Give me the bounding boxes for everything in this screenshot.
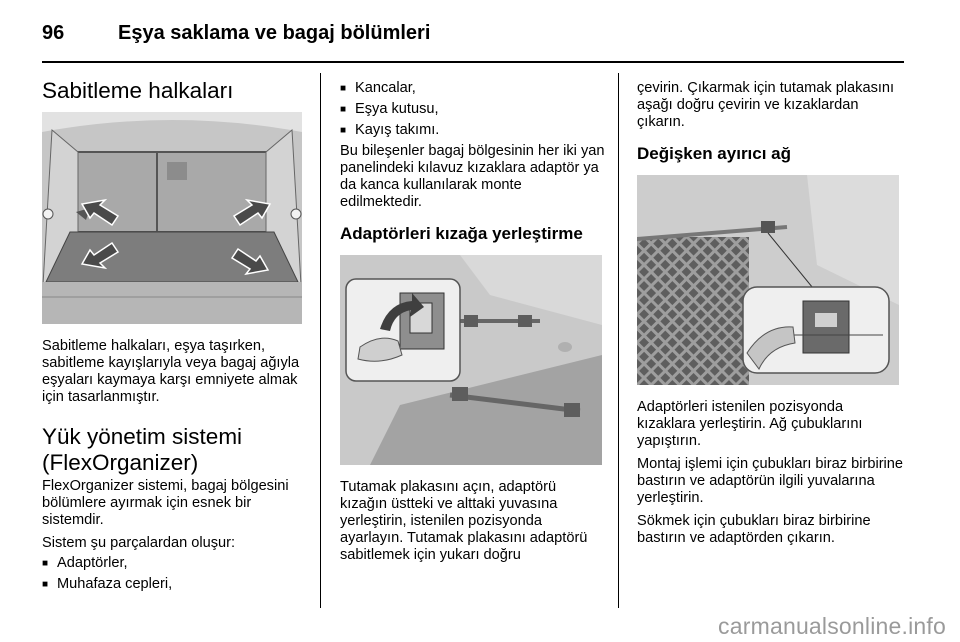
bullet-adapters: ■ Adaptörler, xyxy=(42,555,304,572)
flexorganizer-intro: FlexOrganizer sistemi, bagaj bölgesini bölümlere ayırmak için esnek bir sistemdir. xyxy=(42,478,289,528)
section-heading-partition-net: Değişken ayırıcı ağ xyxy=(637,144,792,163)
bullet-strap-set: ■ Kayış takımı. xyxy=(340,122,605,139)
watermark: carmanualsonline.info xyxy=(718,613,946,639)
adapter-instructions-continued: çevirin. Çıkarmak için tutamak plakasını aşağı doğru çevirin ve kızaklardan çıkarın. xyxy=(637,80,895,130)
chapter-title: Eşya saklama ve bagaj bölümleri xyxy=(118,22,431,44)
column-divider-2 xyxy=(618,73,619,608)
net-instructions-1: Adaptörleri istenilen pozisyonda kızaklara yerleştirin. Ağ çubuklarını yapıştırın. xyxy=(637,399,863,449)
mounting-description: Bu bileşenler bagaj bölgesinin her iki yan panelindeki kılavuz kızaklara adaptör ya da kanca kullanılarak monte edilmektedir. xyxy=(340,143,605,210)
adapter-rail-illustration xyxy=(340,255,602,465)
net-instructions-3: Sökmek için çubukları biraz birbirine bastırın ve adaptörden çıkarın. xyxy=(637,513,871,546)
adapter-instructions: Tutamak plakasını açın, adaptörü kızağın üstteki ve alttaki yuvasına yerleştirin, istenilen pozisyonda ayarlayın. Tutamak plakasını adaptörü sabitlemek için yukarı doğru xyxy=(340,479,588,563)
page-number: 96 xyxy=(42,22,65,44)
column-divider-1 xyxy=(320,73,321,608)
net-instructions-2: Montaj işlemi için çubukları biraz birbirine bastırın ve adaptörün ilgili yuvalarına yerleştirin. xyxy=(637,456,904,506)
header-rule xyxy=(42,61,904,63)
section-heading-flexorganizer: Yük yönetim sistemi (FlexOrganizer) xyxy=(42,424,243,475)
components-intro: Sistem şu parçalardan oluşur: xyxy=(42,535,236,551)
section-heading-fixing-rings: Sabitleme halkaları xyxy=(42,78,234,103)
bullet-hooks: ■ Kancalar, xyxy=(340,80,605,97)
fixing-rings-caption: Sabitleme halkaları, eşya taşırken, sabitleme kayışlarıyla veya bagaj ağıyla eşyaları kaymaya karşı emniyete almak için tasarlanmıştır. xyxy=(42,338,300,405)
column-1 xyxy=(42,78,304,597)
column-3 xyxy=(637,80,905,553)
partition-net-illustration xyxy=(637,175,899,385)
bullet-storage-box: ■ Eşya kutusu, xyxy=(340,101,605,118)
fixing-rings-illustration xyxy=(42,112,302,324)
section-heading-adapters: Adaptörleri kızağa yerleştirme xyxy=(340,224,583,243)
column-2 xyxy=(340,80,605,570)
bullet-storage-pockets: ■ Muhafaza cepleri, xyxy=(42,576,304,593)
